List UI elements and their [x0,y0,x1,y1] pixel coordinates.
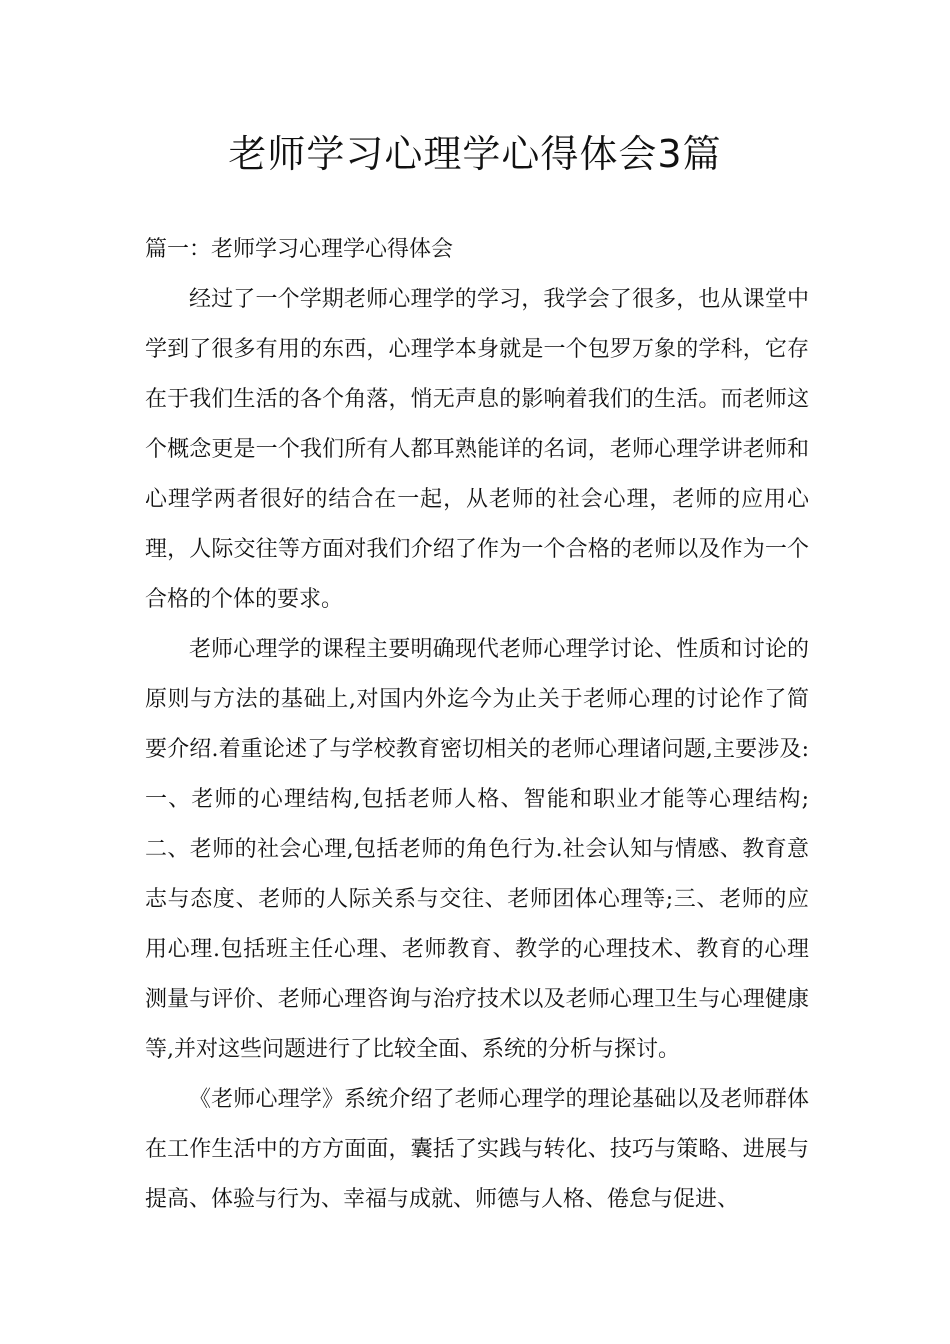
paragraph-3: 《老师心理学》系统介绍了老师心理学的理论基础以及老师群体在工作生活中的方方面面，囊括了实践与转化、技巧与策略、进展与提高、体验与行为、幸福与成就、师德与人格、倦怠与促进、 [145,1087,809,1212]
document-title: 老师学习心理学心得体会3篇 [228,132,722,176]
document-body [145,225,809,1225]
section-heading: 篇一：老师学习心理学心得体会 [145,237,454,262]
paragraph-1: 经过了一个学期老师心理学的学习，我学会了很多，也从课堂中学到了很多有用的东西，心理学本身就是一个包罗万象的学科，它存在于我们生活的各个角落，悄无声息的影响着我们的生活。而老师这个概念更是一个我们所有人都耳熟能详的名词，老师心理学讲老师和心理学两者很好的结合在一起，从老师的社会心理，老师的应用心理，人际交往等方面对我们介绍了作为一个合格的老师以及作为一个合格的个体的要求。 [145,287,809,612]
paragraph-2: 老师心理学的课程主要明确现代老师心理学讨论、性质和讨论的原则与方法的基础上,对国内外迄今为止关于老师心理的讨论作了简要介绍.着重论述了与学校教育密切相关的老师心理诸问题,主要涉及:一、老师的心理结构,包括老师人格、智能和职业才能等心理结构;二、老师的社会心理,包括老师的角色行为.社会认知与情感、教育意志与态度、老师的人际关系与交往、老师团体心理等;三、老师的应用心理.包括班主任心理、老师教育、教学的心理技术、教育的心理测量与评价、老师心理咨询与治疗技术以及老师心理卫生与心理健康等,并对这些问题进行了比较全面、系统的分析与探讨。 [145,637,809,1062]
